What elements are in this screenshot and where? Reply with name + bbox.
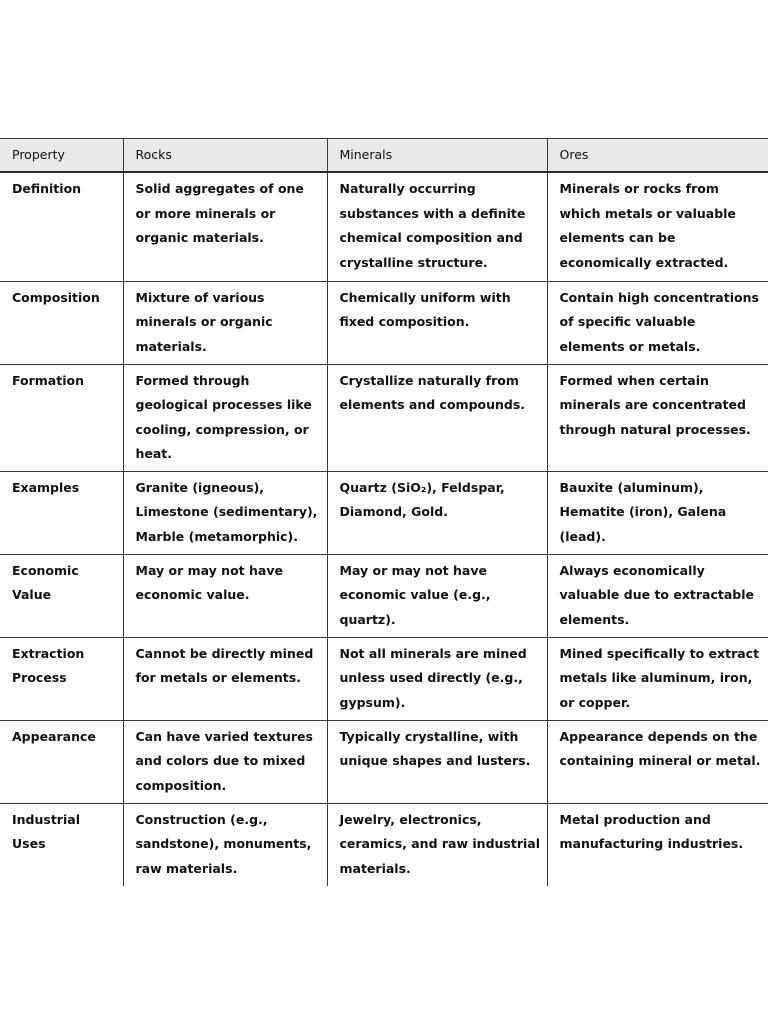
cell-rocks: Can have varied textures and colors due to mixed composition. [123,720,327,803]
cell-ores: Contain high concentrations of specific valuable elements or metals. [547,281,768,364]
table-row [0,471,768,554]
header-rocks: Rocks [123,139,327,173]
cell-property: Composition [0,281,123,364]
cell-property: Industrial Uses [12,811,80,851]
comparison-table-container [0,138,768,886]
table-row [0,720,768,803]
table-header-row [0,139,768,173]
cell-rocks: Mixture of various minerals or organic materials. [123,281,327,364]
cell-rocks: Construction (e.g., sandstone), monuments, raw materials. [123,803,327,886]
table-row [0,803,768,886]
cell-property: Economic Value [0,554,123,637]
table-row [0,172,768,281]
cell-ores: Metal production and manufacturing industries. [547,803,768,886]
cell-ores: Appearance depends on the containing mineral or metal. [547,720,768,803]
cell-minerals: Naturally occurring substances with a definite chemical composition and crystalline structure. [327,172,547,281]
header-property: Property [0,139,123,173]
cell-minerals: Not all minerals are mined unless used directly (e.g., gypsum). [327,637,547,720]
table-row [0,281,768,364]
cell-rocks: Formed through geological processes like cooling, compression, or heat. [123,364,327,471]
cell-rocks: Solid aggregates of one or more minerals or organic materials. [123,172,327,281]
table-row [0,364,768,471]
cell-property: Examples [0,471,123,554]
cell-ores: Mined specifically to extract metals like aluminum, iron, or copper. [547,637,768,720]
cell-ores: Formed when certain minerals are concentrated through natural processes. [547,364,768,471]
header-minerals: Minerals [327,139,547,173]
cell-rocks: Granite (igneous), Limestone (sedimentary), Marble (metamorphic). [123,471,327,554]
cell-minerals: Jewelry, electronics, ceramics, and raw industrial materials. [327,803,547,886]
cell-property: Extraction Process [0,637,123,720]
cell-property: Appearance [0,720,123,803]
cell-rocks: May or may not have economic value. [123,554,327,637]
rocks-minerals-ores-table [0,138,768,886]
cell-rocks: Cannot be directly mined for metals or elements. [123,637,327,720]
cell-ores: Bauxite (aluminum), Hematite (iron), Galena (lead). [547,471,768,554]
cell-property: Formation [0,364,123,471]
cell-minerals: May or may not have economic value (e.g., quartz). [327,554,547,637]
cell-ores: Always economically valuable due to extractable elements. [547,554,768,637]
table-row [0,554,768,637]
cell-minerals: Quartz (SiO₂), Feldspar, Diamond, Gold. [327,471,547,554]
cell-property: Definition [0,172,123,281]
cell-minerals: Typically crystalline, with unique shapes and lusters. [327,720,547,803]
cell-minerals: Chemically uniform with fixed composition. [327,281,547,364]
table-row [0,637,768,720]
cell-minerals: Crystallize naturally from elements and compounds. [327,364,547,471]
cell-ores: Minerals or rocks from which metals or valuable elements can be economically extracted. [547,172,768,281]
header-ores: Ores [547,139,768,173]
